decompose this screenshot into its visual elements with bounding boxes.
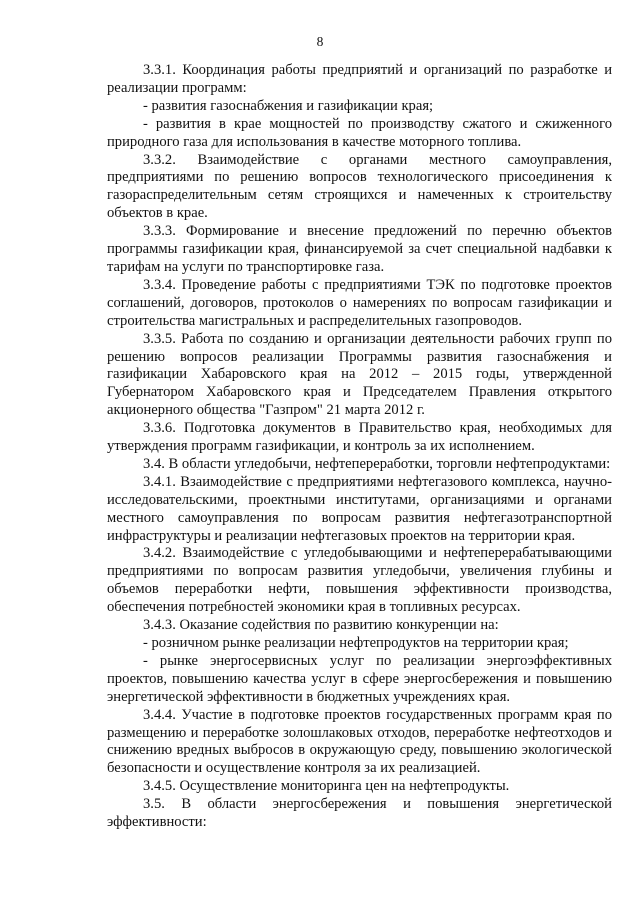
paragraph-3-4-1: 3.4.1. Взаимодействие с предприятиями нефтегазового комплекса, научно-исследовательскими, проектными институтами, организациями и органами местного самоуправления по вопросам развития нефтегазотранспортной инфраструктуры и реализации нефтегазовых проектов на территории края. <box>107 473 612 544</box>
list-item-retail-market: - розничном рынке реализации нефтепродуктов на территории края; <box>143 635 569 651</box>
paragraph-3-3-5: 3.3.5. Работа по созданию и организации деятельности рабочих групп по решению вопросов реализации Программы развития газоснабжения и газификации Хабаровского края на 2012 – 2015 годы, утвержденной Губернатором Хабаровского края и Председателем Правления открытого акционерного общества "Газпром" 21 марта 2012 г. <box>107 330 612 419</box>
document-body <box>107 62 612 832</box>
list-item-gas-supply: - развития газоснабжения и газификации края; <box>143 97 434 114</box>
page-number: 8 <box>316 34 324 49</box>
paragraph-3-4-3: 3.4.3. Оказание содействия по развитию конкуренции на: <box>143 617 499 634</box>
list-item-lng-capacity: - развития в крае мощностей по производству сжатого и сжиженного природного газа для использования в качестве моторного топлива. <box>107 115 612 150</box>
paragraph-3-3-1: 3.3.1. Координация работы предприятий и организаций по разработке и реализации программ: <box>107 62 612 96</box>
list-item-energy-services: - рынке энергосервисных услуг по реализации энергоэффективных проектов, повышению качества услуг в сфере энергосбережения и повышению энергетической эффективности в бюджетных учреждениях края. <box>107 652 612 705</box>
paragraph-3-4-2: 3.4.2. Взаимодействие с угледобывающими и нефтеперерабатывающими предприятиями по вопросам развития угледобычи, увеличения глубины и объемов переработки нефти, повышения эффективности производства, обеспечения потребностей экономики края в топливных ресурсах. <box>107 545 612 616</box>
paragraph-3-3-4: 3.3.4. Проведение работы с предприятиями ТЭК по подготовке проектов соглашений, договоров, протоколов о намерениях по вопросам газификации и строительства магистральных и распределительных газопроводов. <box>107 276 612 329</box>
paragraph-3-4-4: 3.4.4. Участие в подготовке проектов государственных программ края по размещению и переработке золошлаковых отходов, переработке нефтеотходов и снижению вредных выбросов в окружающую среду, повышению экологической безопасности и осуществление контроля за их реализацией. <box>107 706 612 777</box>
paragraph-3-3-2: 3.3.2. Взаимодействие с органами местного самоуправления, предприятиями по решению вопросов технологического присоединения к газораспределительным сетям строящихся и намеченных к строительству объектов в крае. <box>107 151 612 222</box>
section-3-5-heading: 3.5. В области энергосбережения и повышения энергетической эффективности: <box>107 796 612 831</box>
paragraph-3-4-5: 3.4.5. Осуществление мониторинга цен на нефтепродукты. <box>143 778 510 795</box>
section-3-4-heading: 3.4. В области угледобычи, нефтепереработки, торговли нефтепродуктами: <box>143 455 611 472</box>
paragraph-3-3-6: 3.3.6. Подготовка документов в Правительство края, необходимых для утверждения программ газификации, и контроль за их исполнением. <box>107 420 612 455</box>
paragraph-3-3-3: 3.3.3. Формирование и внесение предложений по перечню объектов программы газификации края, финансируемой за счет специальной надбавки к тарифам на услуги по транспортировке газа. <box>107 223 612 275</box>
